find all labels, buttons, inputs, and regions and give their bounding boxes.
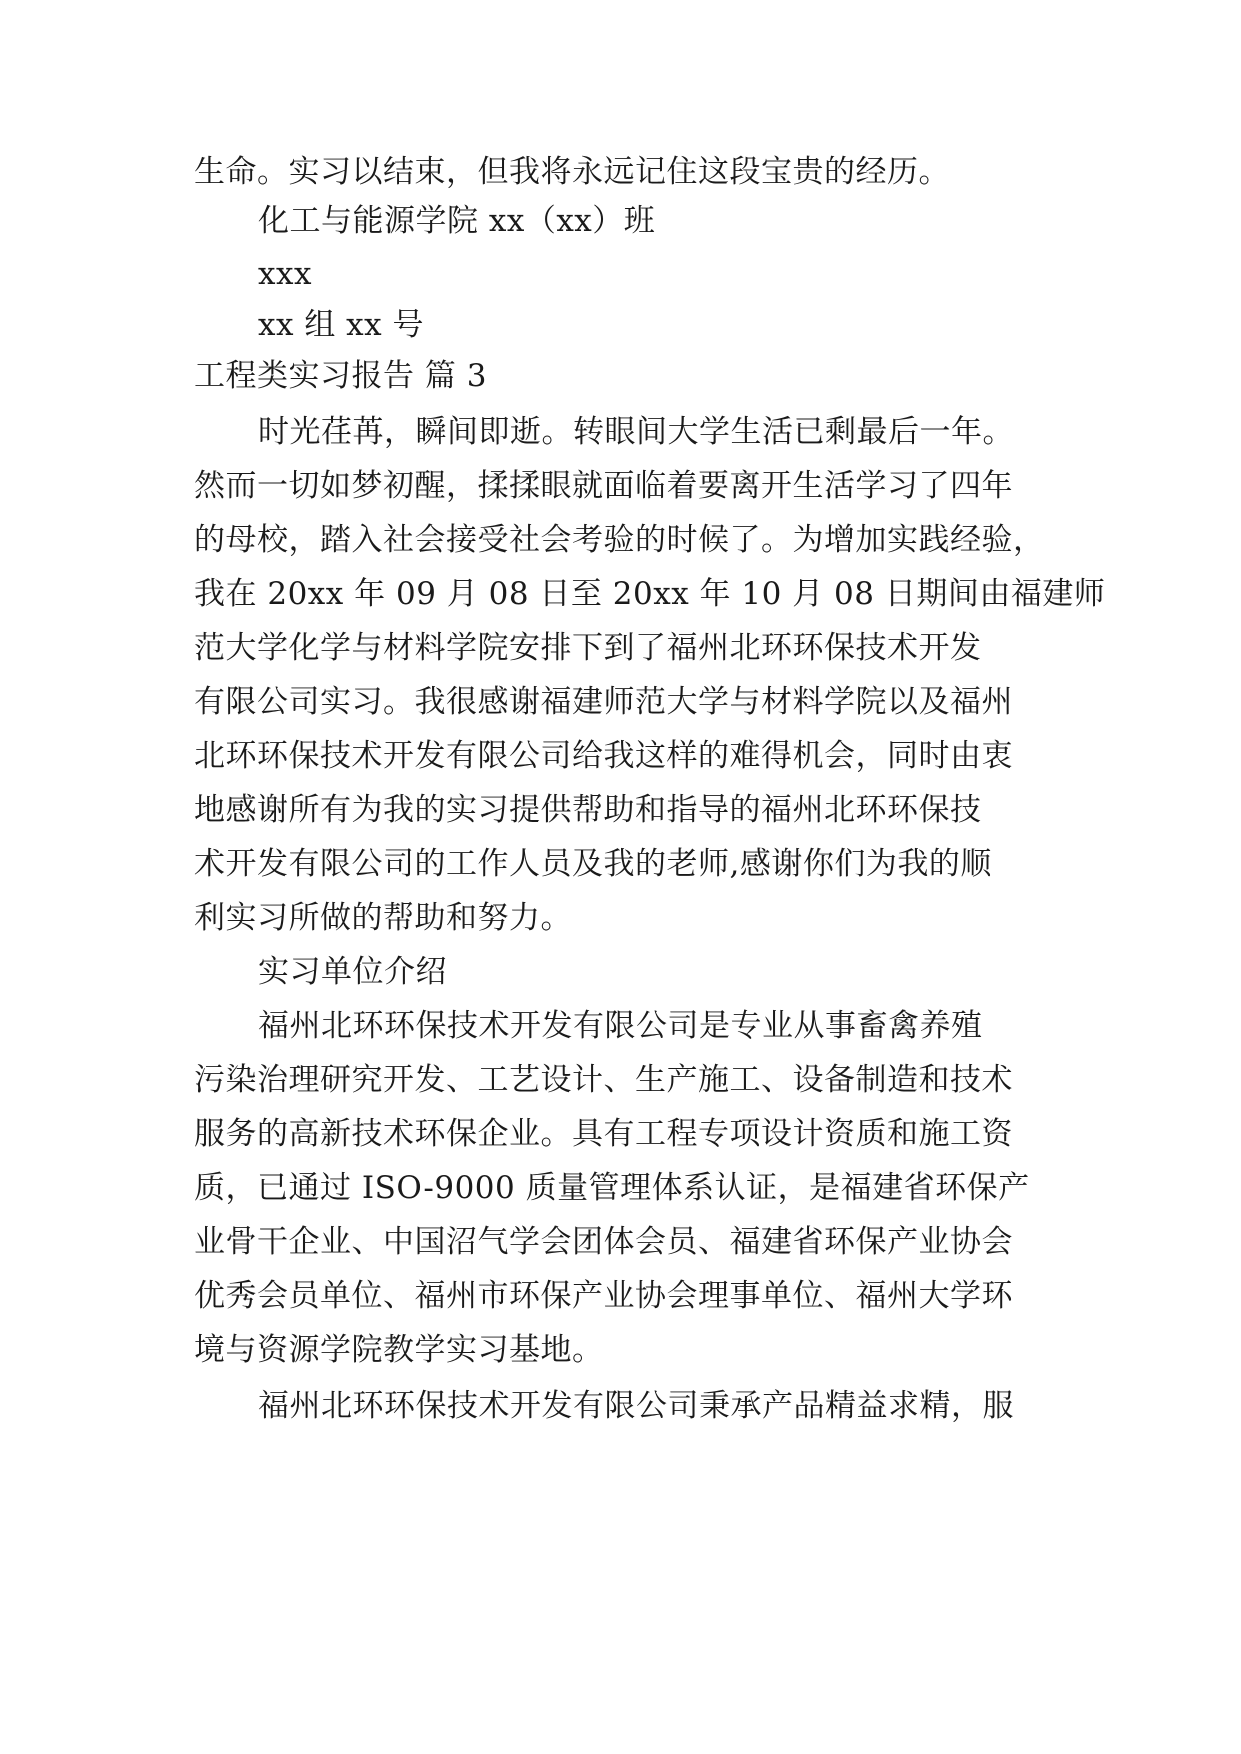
paragraph-line: 我在 20xx 年 09 月 08 日至 20xx 年 10 月 08 日期间由福建师 [194,576,1106,612]
paragraph-line: 时光荏苒，瞬间即逝。转眼间大学生活已剩最后一年。 [258,414,1014,450]
paragraph-line: 北环环保技术开发有限公司给我这样的难得机会，同时由衷 [194,738,1013,774]
signature-school-class: 化工与能源学院 xx（xx）班 [258,203,656,239]
paragraph-line: 地感谢所有为我的实习提供帮助和指导的福州北环环保技 [194,792,982,828]
paragraph-line: 福州北环环保技术开发有限公司是专业从事畜禽养殖 [258,1008,983,1044]
paragraph-line: 术开发有限公司的工作人员及我的老师,感谢你们为我的顺 [194,846,992,882]
paragraph-line: 福州北环环保技术开发有限公司秉承产品精益求精，服 [258,1388,1014,1424]
signature-name: xxx [258,256,312,292]
paragraph-line: 有限公司实习。我很感谢福建师范大学与材料学院以及福州 [194,684,1013,720]
paragraph-line: 优秀会员单位、福州市环保产业协会理事单位、福州大学环 [194,1278,1013,1314]
paragraph-line: 境与资源学院教学实习基地。 [194,1332,604,1368]
paragraph-line: 业骨干企业、中国沼气学会团体会员、福建省环保产业协会 [194,1224,1013,1260]
paragraph-line: 质，已通过 ISO-9000 质量管理体系认证，是福建省环保产 [194,1170,1030,1206]
signature-group-number: xx 组 xx 号 [258,307,424,343]
paragraph-line: 污染治理研究开发、工艺设计、生产施工、设备制造和技术 [194,1062,1013,1098]
section-title: 工程类实习报告 篇 3 [194,358,487,394]
paragraph-line: 范大学化学与材料学院安排下到了福州北环环保技术开发 [194,630,982,666]
paragraph-line: 的母校，踏入社会接受社会考验的时候了。为增加实践经验， [194,522,1045,558]
paragraph-line: 服务的高新技术环保企业。具有工程专项设计资质和施工资 [194,1116,1013,1152]
paragraph-line: 然而一切如梦初醒，揉揉眼就面临着要离开生活学习了四年 [194,468,1013,504]
subheading: 实习单位介绍 [258,954,447,990]
paragraph-line: 利实习所做的帮助和努力。 [194,900,572,936]
continuation-line: 生命。实习以结束，但我将永远记住这段宝贵的经历。 [194,154,950,190]
